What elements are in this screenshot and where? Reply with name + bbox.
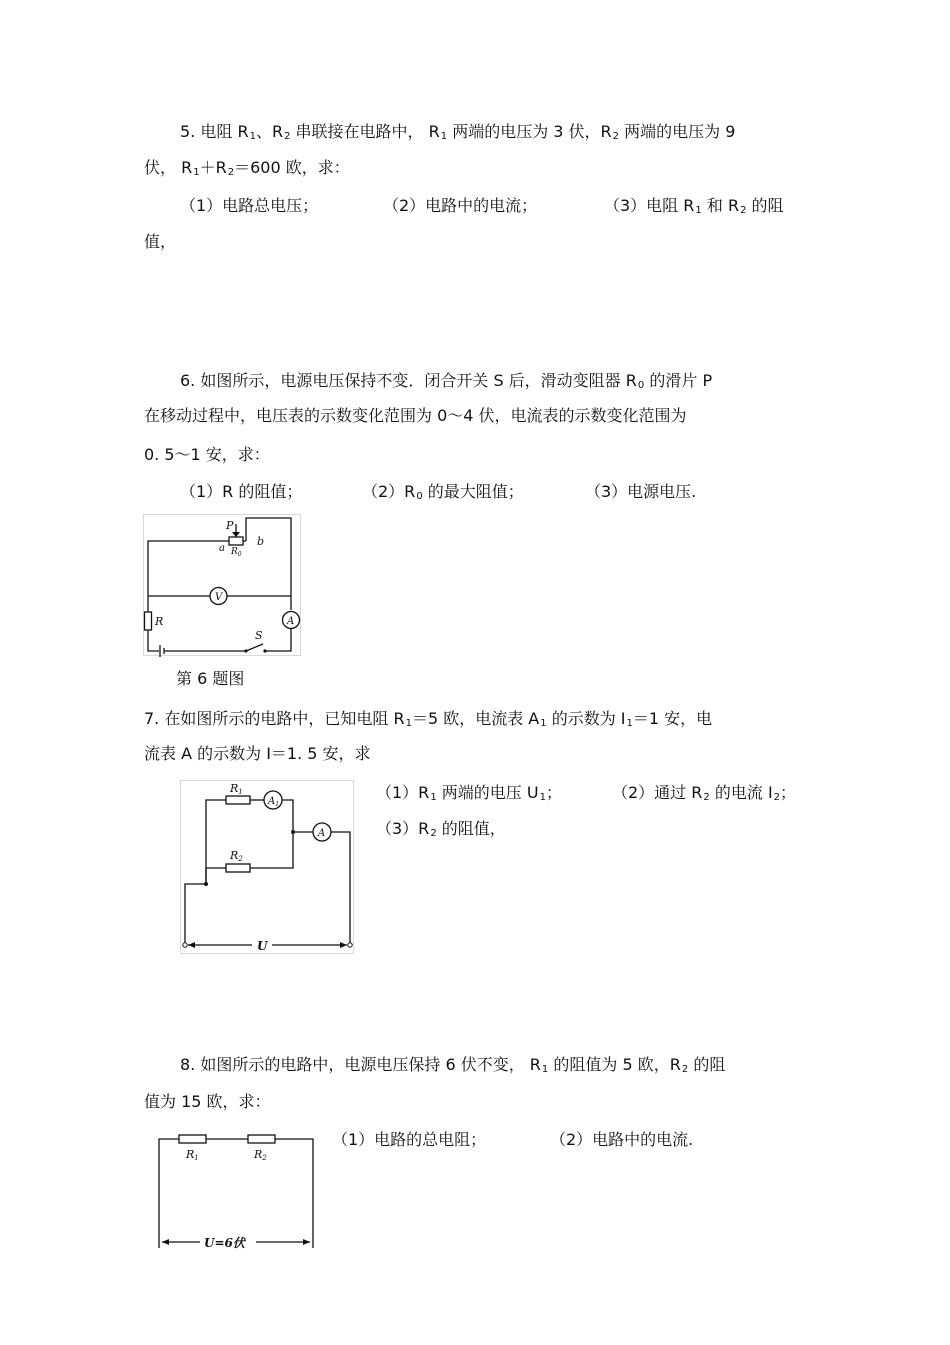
q8-sub-1: （1）电路的总电阻； [332, 1130, 487, 1149]
q8-label-u: U=6伏 [204, 1236, 245, 1250]
q6-label-r: R [155, 615, 164, 628]
q8-line-1: 8. 如图所示的电路中，电源电压保持 6 伏不变， R1 的阻值为 5 欧，R2 的阻 [180, 1055, 726, 1075]
q7-line-1: 7. 在如图所示的电路中，已知电阻 R1＝5 欧，电流表 A1 的示数为 I1＝1 安，电 [144, 709, 713, 729]
q7-ammeter-a-label: A [318, 828, 326, 839]
q6-label-a: a [219, 543, 225, 554]
q5-sub-3: （3）电阻 R1 和 R2 的阻 [604, 196, 784, 216]
q6-line-2: 在移动过程中，电压表的示数变化范围为 0～4 伏，电流表的示数变化范围为 [144, 406, 687, 425]
q6-label-p: P [226, 519, 234, 532]
q8-line-2: 值为 15 欧，求： [144, 1092, 271, 1111]
q7-line-2: 流表 A 的示数为 I＝1. 5 安，求 [144, 744, 371, 763]
q6-sub-3: （3）电源电压. [585, 482, 697, 501]
q5-line-4: 值， [144, 232, 177, 251]
q6-sub-2: （2）R0 的最大阻值； [362, 482, 524, 502]
q6-line-3: 0. 5～1 安，求： [144, 445, 270, 464]
q7-label-r2: R2 [230, 849, 243, 863]
q5-sub-2: （2）电路中的电流； [383, 196, 538, 215]
q7-sub-1: （1）R1 两端的电压 U1； [376, 783, 562, 803]
q5-line-1: 5. 电阻 R1、R2 串联接在电路中， R1 两端的电压为 3 伏，R2 两端的电压为 9 [180, 122, 736, 142]
q7-sub-2: （2）通过 R2 的电流 I2； [612, 783, 797, 803]
q8-label-r1: R1 [186, 1148, 199, 1162]
q6-figure-caption: 第 6 题图 [176, 669, 245, 688]
q6-ammeter-label: A [287, 616, 295, 627]
q7-sub-3: （3）R2 的阻值， [376, 819, 506, 839]
q7-ammeter-a1-label: $A_1$ [268, 796, 280, 808]
q6-line-1: 6. 如图所示，电源电压保持不变．闭合开关 S 后，滑动变阻器 R0 的滑片 P [180, 371, 713, 391]
q6-label-r0: $R_0$ [231, 547, 242, 558]
q6-label-s: S [255, 629, 263, 642]
q6-label-b: b [257, 535, 265, 548]
q8-circuit-figure [156, 1132, 316, 1250]
q7-label-r1: R1 [230, 782, 243, 796]
q6-sub-1: （1）R 的阻值； [180, 482, 303, 501]
q7-label-u: U [257, 939, 268, 953]
q6-circuit-figure [143, 514, 301, 656]
q8-label-r2: R2 [254, 1148, 267, 1162]
q5-sub-1: （1）电路总电压； [180, 196, 319, 215]
q5-line-2: 伏， R1＋R2＝600 欧，求： [144, 158, 350, 178]
q6-voltmeter-label: V [215, 592, 223, 603]
q7-circuit-figure [180, 780, 354, 954]
q8-sub-2: （2）电路中的电流. [550, 1130, 694, 1149]
